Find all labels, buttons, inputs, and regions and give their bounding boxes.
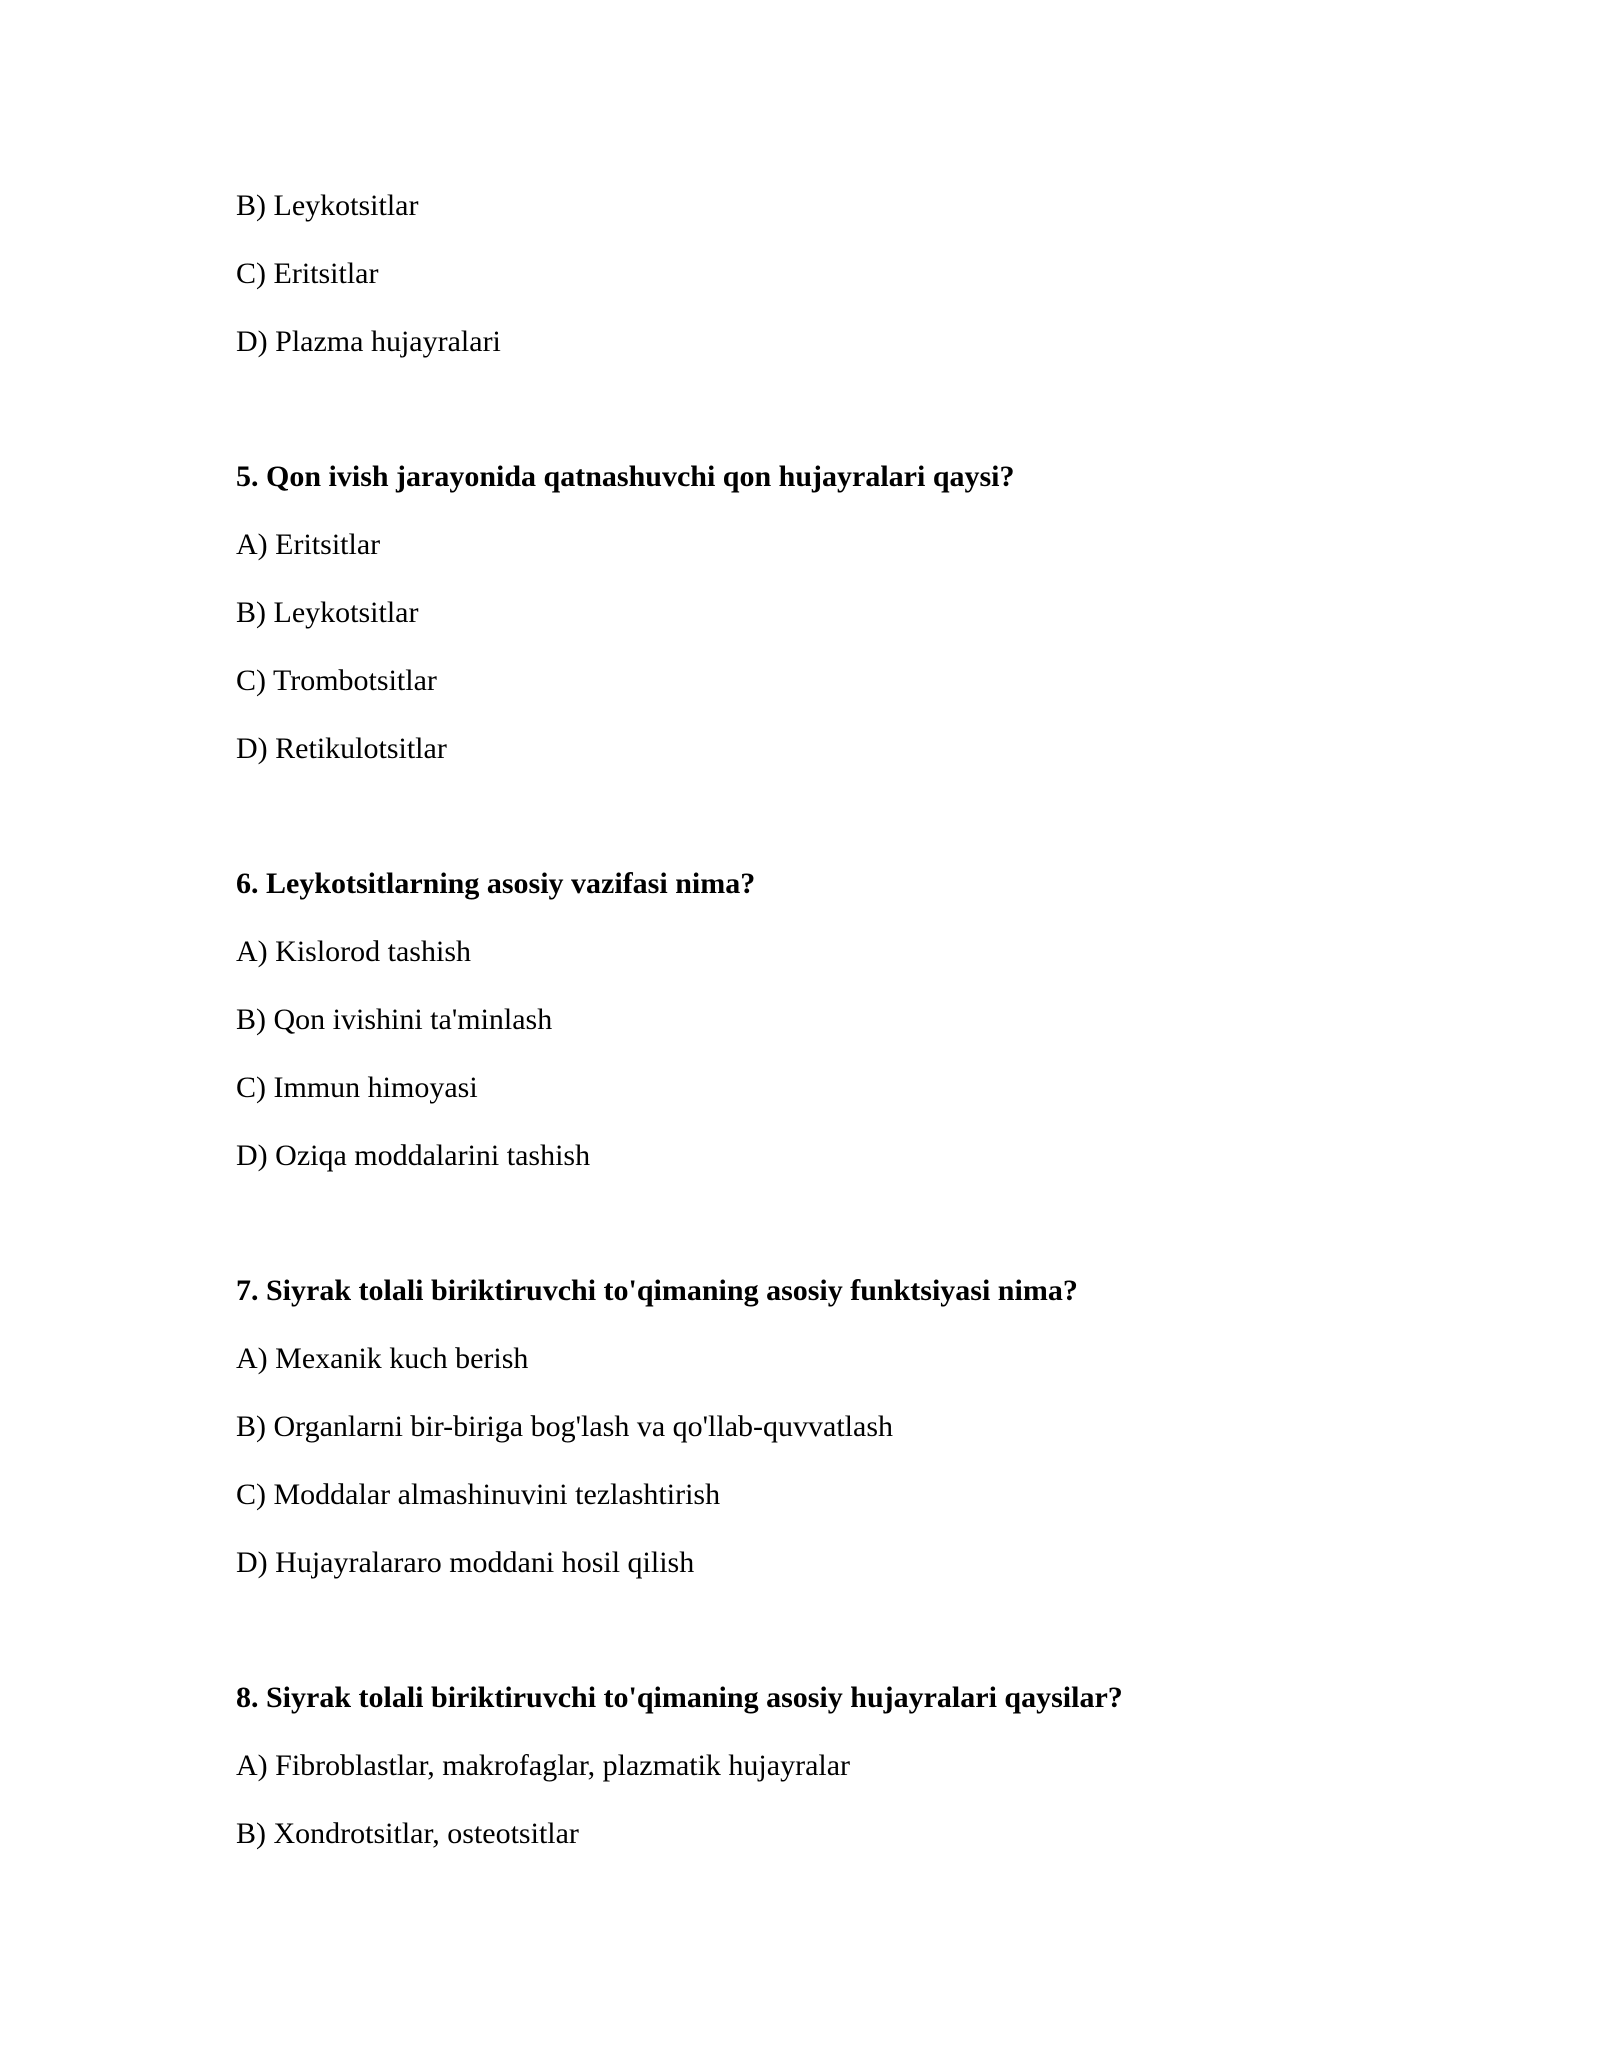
option-line: B) Xondrotsitlar, osteotsitlar — [236, 1817, 579, 1850]
question-heading: 6. Leykotsitlarning asosiy vazifasi nima? — [236, 867, 756, 900]
option-line: D) Plazma hujayralari — [236, 325, 501, 358]
option-line: B) Organlarni bir-biriga bog'lash va qo'llab-quvvatlash — [236, 1410, 893, 1443]
option-line: D) Retikulotsitlar — [236, 732, 447, 765]
option-line: B) Leykotsitlar — [236, 189, 419, 222]
question-heading: 5. Qon ivish jarayonida qatnashuvchi qon hujayralari qaysi? — [236, 460, 1015, 493]
option-line: A) Fibroblastlar, makrofaglar, plazmatik hujayralar — [236, 1749, 851, 1782]
option-line: B) Qon ivishini ta'minlash — [236, 1003, 553, 1036]
option-line: C) Moddalar almashinuvini tezlashtirish — [236, 1478, 721, 1511]
option-line: B) Leykotsitlar — [236, 596, 419, 629]
option-line: C) Eritsitlar — [236, 257, 379, 290]
option-line: A) Mexanik kuch berish — [236, 1342, 529, 1375]
option-line: C) Trombotsitlar — [236, 664, 437, 697]
option-line: D) Oziqa moddalarini tashish — [236, 1139, 591, 1172]
option-line: C) Immun himoyasi — [236, 1071, 478, 1104]
option-line: A) Kislorod tashish — [236, 935, 471, 968]
question-heading: 8. Siyrak tolali biriktiruvchi to'qimaning asosiy hujayralari qaysilar? — [236, 1681, 1123, 1714]
question-heading: 7. Siyrak tolali biriktiruvchi to'qimaning asosiy funktsiyasi nima? — [236, 1274, 1078, 1307]
option-line: D) Hujayralararo moddani hosil qilish — [236, 1546, 695, 1579]
option-line: A) Eritsitlar — [236, 528, 381, 561]
